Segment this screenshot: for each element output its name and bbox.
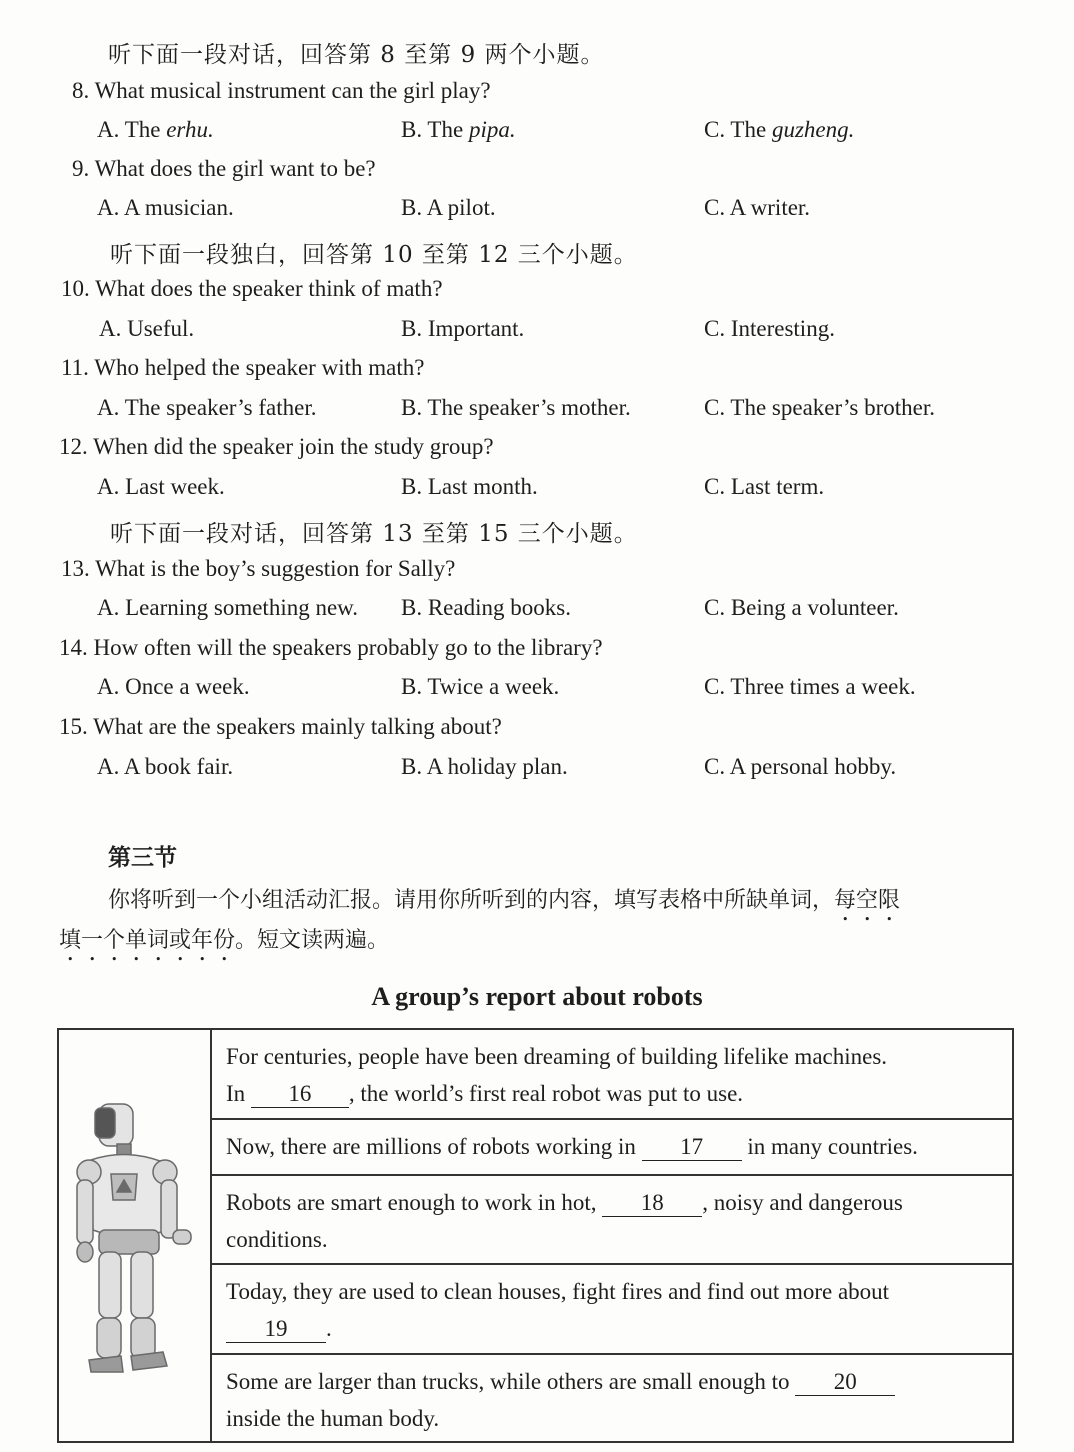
question-11: 11. Who helped the speaker with math? [61,355,425,380]
option-14a: A. Once a week. [97,674,250,699]
option-13c: C. Being a volunteer. [704,595,899,620]
table-title: A group’s report about robots [371,982,703,1011]
table-row-4 [212,1265,1012,1355]
question-12: 12. When did the speaker join the study group? [59,434,494,459]
option-9a: A. A musician. [97,195,234,220]
table-row-1 [212,1030,1012,1120]
robot-icon [59,1030,212,1441]
option-8c: C. The guzheng. [704,117,855,142]
instruction-q10-12: 听下面一段独白，回答第 10 至第 12 三个小题。 [110,242,638,268]
question-9: 9. What does the girl want to be? [72,156,376,181]
row-4-text-a: Today, they are used to clean houses, fight fires and find out more about [226,1279,890,1304]
row-3-text-b: conditions. [226,1227,328,1252]
robot-report-table [57,1028,1014,1443]
row-5-text-b: inside the human body. [226,1406,440,1431]
option-15b: B. A holiday plan. [401,754,568,779]
option-10b: B. Important. [401,316,525,341]
option-11a: A. The speaker’s father. [97,395,317,420]
row-1-text-b: In 16 , the world’s first real robot was put to use. [226,1081,744,1106]
option-9c: C. A writer. [704,195,811,220]
blank-19[interactable]: 19 [226,1316,326,1343]
question-14: 14. How often will the speakers probably go to the library? [59,635,603,660]
option-11b: B. The speaker’s mother. [401,395,631,420]
option-13b: B. Reading books. [401,595,571,620]
section-3-instruction-line1: 你将听到一个小组活动汇报。请用你所听到的内容，填写表格中所缺单词，每空限 [108,888,901,913]
option-12b: B. Last month. [401,474,538,499]
blank-20[interactable]: 20 [795,1369,895,1396]
row-2-text: Now, there are millions of robots working in 17 in many countries. [226,1134,918,1159]
option-15a: A. A book fair. [97,754,234,779]
option-12c: C. Last term. [704,474,825,499]
robot-illustration-cell [59,1030,212,1441]
section-3-instruction-line2: 填一个单词或年份。短文读两遍。 [59,928,390,953]
option-10c: C. Interesting. [704,316,835,341]
row-5-text-a: Some are larger than trucks, while others are small enough to 20 [226,1363,1000,1400]
option-8a: A. The erhu. [97,117,214,142]
option-14c: C. Three times a week. [704,674,916,699]
table-row-3 [212,1176,1012,1265]
question-8: 8. What musical instrument can the girl play? [72,78,491,103]
option-9b: B. A pilot. [401,195,496,220]
question-13: 13. What is the boy’s suggestion for Sally? [61,556,456,581]
option-14b: B. Twice a week. [401,674,560,699]
row-3-text-a: Robots are smart enough to work in hot, 18 , noisy and dangerous [226,1190,903,1215]
option-13a: A. Learning something new. [97,595,359,620]
question-10: 10. What does the speaker think of math? [61,276,443,301]
blank-17[interactable]: 17 [642,1134,742,1161]
option-12a: A. Last week. [97,474,225,499]
option-10a: A. Useful. [99,316,195,341]
section-3-title: 第三节 [108,845,177,871]
option-15c: C. A personal hobby. [704,754,897,779]
instruction-q8-9: 听下面一段对话，回答第 8 至第 9 两个小题。 [108,42,605,68]
blank-18[interactable]: 18 [602,1190,702,1217]
table-row-5 [212,1355,1012,1441]
table-row-2 [212,1120,1012,1176]
question-15: 15. What are the speakers mainly talking about? [59,714,502,739]
option-11c: C. The speaker’s brother. [704,395,936,420]
row-1-text-a: For centuries, people have been dreaming of building lifelike machines. [226,1044,888,1069]
row-4-text-b: 19 . [226,1310,1000,1347]
blank-16[interactable]: 16 [251,1081,349,1108]
instruction-q13-15: 听下面一段对话，回答第 13 至第 15 三个小题。 [110,521,638,547]
option-8b: B. The pipa. [401,117,516,142]
